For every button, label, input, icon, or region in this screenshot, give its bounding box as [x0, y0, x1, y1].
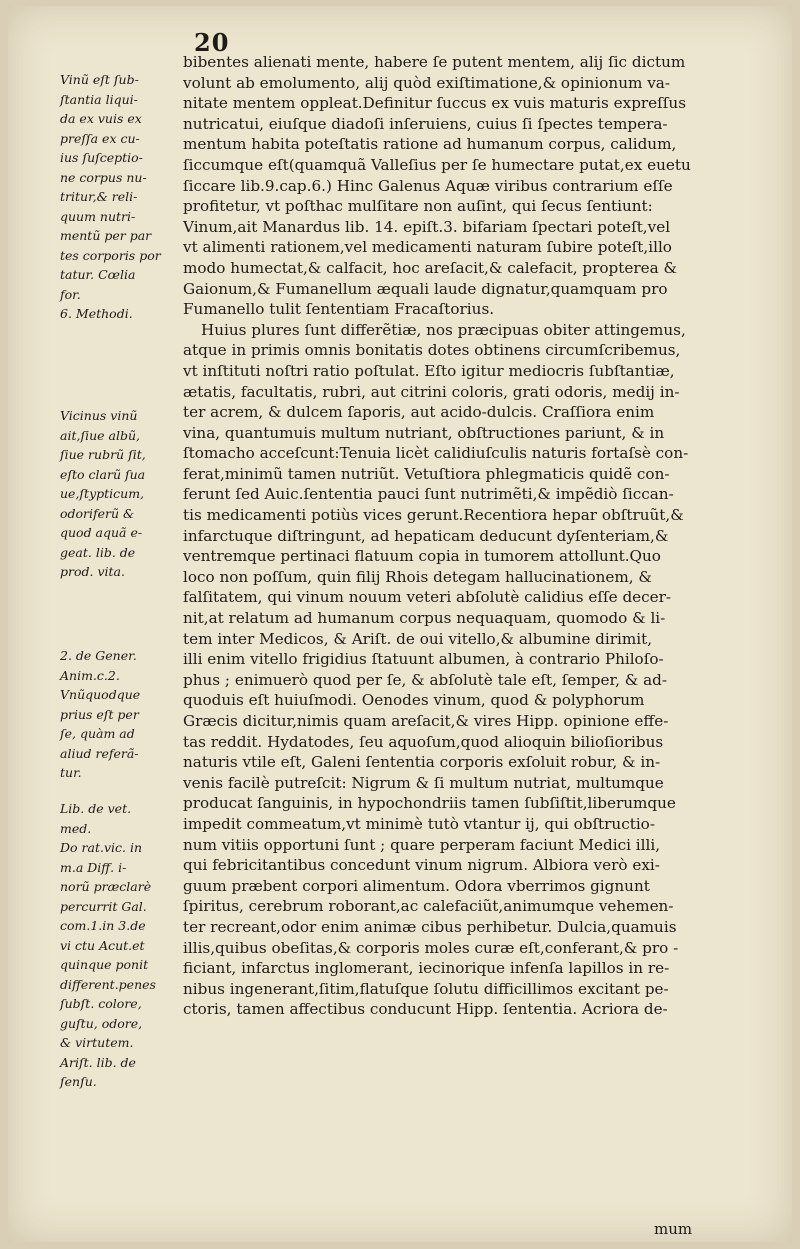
body-line: impedit commeatum,vt minimè tutò vtantur ij, qui obſtructio-: [183, 814, 655, 833]
body-line: illi enim vitello frigidius ſtatuunt albumen, à contrario Philoſo-: [183, 650, 664, 669]
body-line: Græcis dicitur,nimis quam areſacit,& vires Hipp. opinione effe-: [183, 712, 669, 730]
margin-note-line: odoriferũ &: [60, 505, 135, 521]
margin-note-line: tatur. Cœlia: [60, 267, 136, 282]
body-line: Vinum,ait Manardus lib. 14. epiſt.3. bifariam ſpectari poteſt,vel: [183, 217, 671, 236]
body-line: ferat,minimũ tamen nutriũt. Vetuſtiora phlegmaticis quidẽ con-: [183, 464, 670, 483]
margin-note-line: ſiue rubrũ ſit,: [60, 447, 146, 462]
body-line: nutricatui, eiuſque diadoſi inſeruiens, cuius ſi ſpectes tempera-: [183, 114, 668, 133]
margin-note-line: vi ctu Acut.et: [60, 937, 145, 953]
margin-note-line: norũ præclarè: [60, 879, 152, 894]
body-line: ctoris, tamen affectibus conducunt Hipp. ſententia. Acriora de-: [183, 1000, 668, 1019]
margin-note-line: different.penes: [60, 976, 156, 992]
margin-note-line: med.: [60, 820, 92, 836]
body-line: tis medicamenti potiùs vices gerunt.Recentiora hepar obſtruũt,&: [183, 506, 684, 525]
body-line: ventremque pertinaci flatuum copia in tumorem attollunt.Quo: [183, 547, 661, 566]
margin-note: [60, 799, 180, 1092]
body-line: tas reddit. Hydatodes, ſeu aquoſum,quod alioquin bilioſioribus: [183, 732, 664, 751]
margin-note-line: quum nutri-: [60, 208, 136, 224]
margin-note-line: da ex vuis ex: [60, 111, 142, 126]
body-text: [183, 52, 771, 1020]
body-line: nitate mentem oppleat.Definitur ſuccus ex vuis maturis expreſſus: [183, 94, 686, 113]
margin-note-line: Do rat.vic. in: [60, 840, 143, 855]
body-line: ætatis, facultatis, rubri, aut citrini coloris, grati odoris, medij in-: [183, 382, 680, 401]
margin-note-line: aliud referã-: [60, 745, 139, 761]
body-line: Fumanello tulit ſententiam Fracaſtorius.: [183, 300, 495, 319]
body-line: ſiccumque eſt(quamquã Valleſius per ſe humectare putat,ex euetu: [183, 155, 691, 174]
margin-note-line: Ariſt. lib. de: [60, 1054, 136, 1070]
margin-note-line: prius eſt per: [60, 706, 139, 722]
body-line: atque in primis omnis bonitatis dotes obtinens circumſcribemus,: [183, 341, 681, 360]
body-line: profitetur, vt poſthac mulſitare non auſint, qui ſecus ſentiunt:: [183, 197, 653, 216]
body-line: ferunt ſed Auic.ſententia pauci ſunt nutrimẽti,& impẽdiò ſiccan-: [183, 485, 674, 504]
margin-note-line: ne corpus nu-: [60, 169, 147, 185]
margin-note-line: quod aquã e-: [60, 525, 143, 540]
body-line: vt inſtituti noſtri ratio poſtulat. Eſto igitur mediocris ſubſtantiæ,: [183, 361, 675, 380]
body-line: ficiant, infarctus inglomerant, iecinorique infenſa lapillos in re-: [183, 959, 670, 978]
margin-note-line: m.a Diff. i-: [60, 859, 127, 875]
margin-note-line: mentũ per par: [60, 228, 152, 243]
margin-note-line: eſto clarũ ſua: [60, 466, 146, 482]
margin-note-line: com.1.in 3.de: [60, 918, 146, 933]
body-line: illis,quibus obeſitas,& corporis moles curæ eſt,conferant,& pro -: [183, 938, 679, 957]
margin-note: [60, 646, 180, 783]
body-line: ſiccare lib.9.cap.6.) Hinc Galenus Aquæ viribus contrarium eſſe: [183, 176, 673, 195]
margin-note-line: Vicinus vinũ: [60, 408, 138, 423]
body-line: ſtomacho acceſcunt:Tenuia licèt calidiuſculis naturis fortaſsè con-: [183, 444, 689, 463]
book-page: [8, 6, 792, 1242]
body-line: venis facilè putreſcit: Nigrum & ſi multum nutriat, multumque: [183, 773, 664, 792]
margin-note-line: ſubſt. colore,: [60, 996, 142, 1011]
margin-note-line: ſenſu.: [60, 1074, 97, 1089]
margin-note-line: tes corporis por: [60, 247, 161, 263]
catchword: mum: [654, 1220, 693, 1238]
body-line: falſitatem, qui vinum nouum veteri abſolutè calidius eſſe decer-: [183, 588, 672, 607]
margin-note-line: prod. vita.: [60, 564, 125, 579]
body-line: ter recreant,odor enim animæ cibus perhibetur. Dulcia,quamuis: [183, 917, 677, 936]
body-line: ſpiritus, cerebrum roborant,ac calefaciũt,animumque vehemen-: [183, 897, 674, 916]
body-line: ter acrem, & dulcem ſaporis, aut acido-dulcis. Craſſiora enim: [183, 403, 655, 422]
margin-note-line: ius ſuſceptio-: [60, 150, 143, 165]
body-line: modo humectat,& calfacit, hoc areſacit,& calefacit, propterea &: [183, 258, 678, 277]
margin-note-line: & virtutem.: [60, 1035, 134, 1050]
body-line: producat ſanguinis, in hypochondriis tamen ſubſiſtit,liberumque: [183, 794, 676, 813]
body-line: quoduis eſt huiuſmodi. Oenodes vinum, quod & polyphorum: [183, 691, 645, 710]
body-line: tem inter Medicos, & Ariſt. de oui vitello,& albumine dirimit,: [183, 629, 653, 648]
body-line: vt alimenti rationem,vel medicamenti naturam ſubire poteſt,illo: [183, 238, 672, 257]
margin-note-line: geat. lib. de: [60, 544, 136, 560]
body-line: loco non poſſum, quin filij Rhois detegam hallucinationem, &: [183, 567, 652, 586]
margin-note-line: ſtantia liqui-: [60, 91, 138, 107]
body-line: nit,at relatum ad humanum corpus nequaquam, quomodo & li-: [183, 609, 666, 628]
margin-note-line: tur.: [60, 765, 82, 780]
margin-note-line: Vinũ eſt ſub-: [60, 72, 139, 87]
margin-note-line: ſe, quàm ad: [60, 726, 135, 741]
margin-note: [60, 70, 180, 324]
margin-note-line: 2. de Gener.: [60, 648, 137, 663]
body-line: Huius plures ſunt differẽtiæ, nos præcipuas obiter attingemus,: [201, 320, 686, 339]
body-line: nibus ingenerant,ſitim,flatuſque ſolutu difficillimos excitant pe-: [183, 979, 669, 998]
margin-note-line: ait,ſiue albũ,: [60, 427, 140, 443]
body-line: bibentes alienati mente, habere ſe putent mentem, alij ſic dictum: [183, 53, 686, 71]
body-line: Gaionum,& Fumanellum æquali laude dignatur,quamquam pro: [183, 279, 668, 298]
margin-note-line: Vnũquodque: [60, 687, 141, 702]
body-line: volunt ab emolumento, alij quòd exiſtimatione,& opinionum va-: [183, 73, 670, 92]
margin-note-line: 6. Methodi.: [60, 306, 133, 321]
margin-note-line: tritur,& reli-: [60, 189, 138, 204]
margin-note-line: for.: [60, 286, 81, 302]
body-line: infarctuque diſtringunt, ad hepaticam deducunt dyſenteriam,&: [183, 526, 669, 545]
page-number: 20: [194, 28, 230, 57]
margin-note-line: guſtu, odore,: [60, 1015, 143, 1031]
body-line: guum præbent corpori alimentum. Odora vberrimos gignunt: [183, 876, 650, 895]
margin-note-line: ue,ſtypticum,: [60, 486, 145, 501]
body-line: num vitiis opportuni ſunt ; quare perperam faciunt Medici illi,: [183, 835, 661, 854]
margin-note-line: preſſa ex cu-: [60, 130, 140, 146]
body-line: qui febricitantibus concedunt vinum nigrum. Albiora verò exi-: [183, 856, 660, 875]
body-line: naturis vtile eſt, Galeni ſententia corporis exſoluit robur, & in-: [183, 753, 661, 772]
margin-note-line: Lib. de vet.: [60, 801, 132, 816]
margin-note-line: quinque ponit: [60, 957, 149, 972]
body-line: phus ; enimuerò quod per ſe, & abſolutè tale eſt, ſemper, & ad-: [183, 670, 668, 689]
margin-note-line: percurrit Gal.: [60, 898, 147, 914]
margin-note-line: Anim.c.2.: [60, 667, 120, 683]
margin-note: [60, 406, 180, 582]
body-line: vina, quantumuis multum nutriant, obſtructiones pariunt, & in: [183, 423, 665, 442]
body-line: mentum habita poteſtatis ratione ad humanum corpus, calidum,: [183, 135, 677, 154]
